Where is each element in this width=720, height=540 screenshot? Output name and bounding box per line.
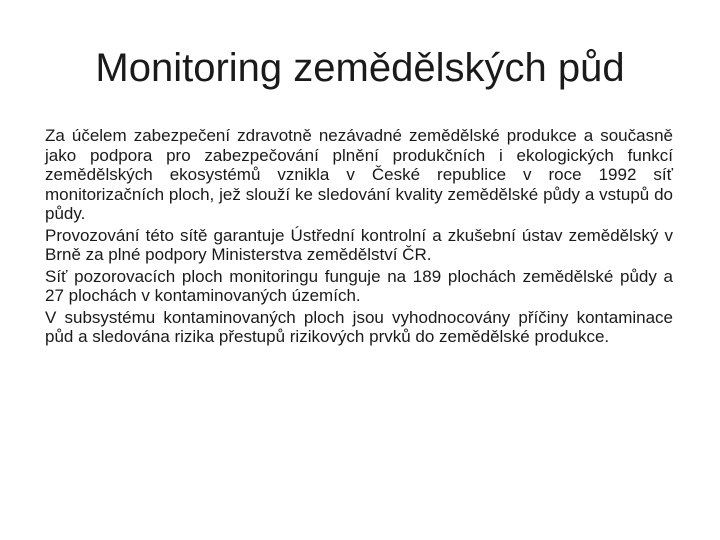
slide-title: Monitoring zemědělských půd (95, 46, 625, 90)
paragraph-network: Síť pozorovacích ploch monitoringu funguje na 189 plochách zemědělské půdy a 27 plochách v kontaminovaných územích. (45, 266, 673, 305)
paragraph-purpose: Za účelem zabezpečení zdravotně nezávadné zemědělské produkce a současně jako podpora pro zabezpečování plnění produkčních i ekologických funkcí zemědělských ekosystémů vznikla v České republice v roce 1992 síť monitorizačních ploch, jež slouží ke sledování kvality zemědělské půdy a vstupů do půdy. (45, 126, 673, 223)
paragraph-operator: Provozování této sítě garantuje Ústřední kontrolní a zkušební ústav zemědělský v Brně za plné podpory Ministerstva zemědělství ČR. (45, 225, 673, 264)
slide-body (45, 126, 673, 349)
paragraph-subsystem: V subsystému kontaminovaných ploch jsou vyhodnocovány příčiny kontaminace půd a sledována rizika přestupů rizikových prvků do zemědělské produkce. (45, 307, 673, 346)
